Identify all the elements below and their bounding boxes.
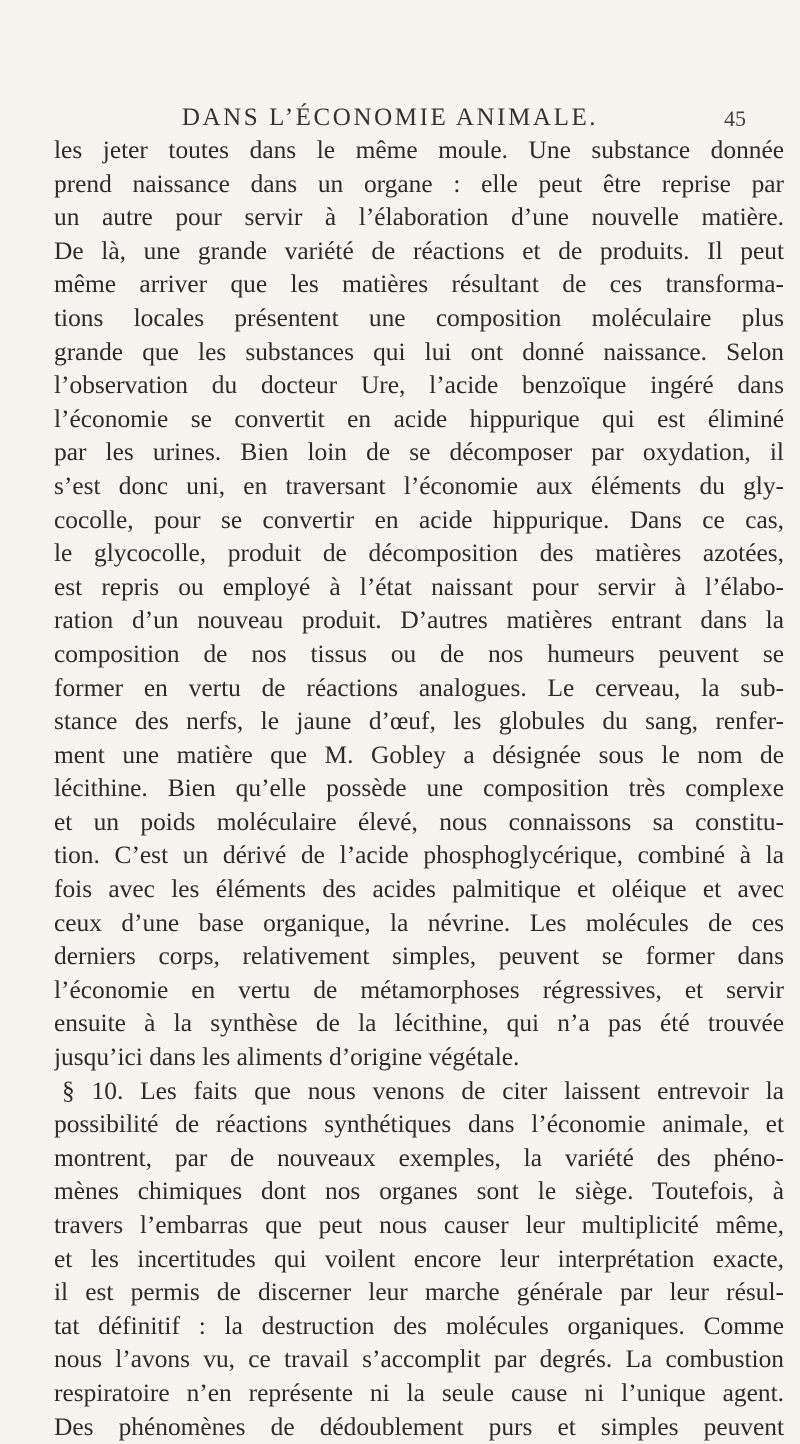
text-line: l’économie en vertu de métamorphoses régressives, et servir bbox=[54, 975, 784, 1004]
text-line: montrent, par de nouveaux exemples, la variété des phéno- bbox=[54, 1143, 784, 1172]
text-line: derniers corps, relativement simples, peuvent se former dans bbox=[54, 942, 784, 971]
text-line: ment une matière que M. Gobley a désignée sous le nom de bbox=[54, 740, 784, 769]
text-line: tat définitif : la destruction des molécules organiques. Comme bbox=[54, 1311, 784, 1340]
text-line: ensuite à la synthèse de la lécithine, qui n’a pas été trouvée bbox=[54, 1009, 784, 1038]
text-line: possibilité de réactions synthétiques dans l’économie animale, et bbox=[54, 1110, 784, 1139]
text-line: De là, une grande variété de réactions et de produits. Il peut bbox=[54, 236, 784, 265]
text-line: tion. C’est un dérivé de l’acide phosphoglycérique, combiné à la bbox=[54, 841, 784, 870]
text-line: et un poids moléculaire élevé, nous connaissons sa constitu- bbox=[54, 807, 784, 836]
text-line: prend naissance dans un organe : elle peut être reprise par bbox=[54, 169, 784, 198]
text-line: cocolle, pour se convertir en acide hippurique. Dans ce cas, bbox=[54, 505, 784, 534]
text-line: grande que les substances qui lui ont donné naissance. Selon bbox=[54, 337, 784, 366]
text-line: lécithine. Bien qu’elle possède une composition très complexe bbox=[54, 774, 784, 803]
text-line: l’économie se convertit en acide hippurique qui est éliminé bbox=[54, 404, 784, 433]
text-line: tions locales présentent une composition moléculaire plus bbox=[54, 303, 784, 332]
text-line: ceux d’une base organique, la névrine. Les molécules de ces bbox=[54, 908, 784, 937]
text-line: l’observation du docteur Ure, l’acide benzoïque ingéré dans bbox=[54, 371, 784, 400]
page-number: 45 bbox=[724, 106, 746, 131]
running-title: DANS L’ÉCONOMIE ANIMALE. bbox=[181, 104, 599, 131]
body-text bbox=[54, 134, 784, 1444]
text-line: les jeter toutes dans le même moule. Une substance donnée bbox=[54, 136, 784, 164]
text-line: former en vertu de réactions analogues. Le cerveau, la sub- bbox=[54, 673, 784, 702]
text-line: mènes chimiques dont nos organes sont le siège. Toutefois, à bbox=[54, 1177, 784, 1206]
text-line: est repris ou employé à l’état naissant pour servir à l’élabo- bbox=[54, 572, 784, 601]
text-line: par les urines. Bien loin de se décomposer par oxydation, il bbox=[54, 438, 784, 467]
text-line: Des phénomènes de dédoublement purs et simples peuvent bbox=[54, 1412, 784, 1441]
text-line: nous l’avons vu, ce travail s’accomplit par degrés. La combustion bbox=[54, 1345, 784, 1374]
text-line: ration d’un nouveau produit. D’autres matières entrant dans la bbox=[54, 606, 784, 635]
text-line: respiratoire n’en représente ni la seule cause ni l’unique agent. bbox=[54, 1378, 784, 1407]
text-line: même arriver que les matières résultant de ces transforma- bbox=[54, 270, 784, 299]
text-line: il est permis de discerner leur marche générale par leur résul- bbox=[54, 1278, 784, 1307]
text-line: un autre pour servir à l’élaboration d’une nouvelle matière. bbox=[54, 203, 784, 232]
text-line: travers l’embarras que peut nous causer leur multiplicité même, bbox=[54, 1211, 784, 1239]
text-line: fois avec les éléments des acides palmitique et oléique et avec bbox=[54, 875, 784, 904]
text-line: et les incertitudes qui voilent encore leur interprétation exacte, bbox=[54, 1244, 784, 1273]
text-line: s’est donc uni, en traversant l’économie aux éléments du gly- bbox=[54, 471, 784, 500]
section-line: § 10. Les faits que nous venons de citer laissent entrevoir la bbox=[62, 1076, 784, 1105]
text-line: composition de nos tissus ou de nos humeurs peuvent se bbox=[54, 639, 784, 668]
text-line: jusqu’ici dans les aliments d’origine végétale. bbox=[54, 1043, 520, 1072]
text-line: le glycocolle, produit de décomposition des matières azotées, bbox=[54, 539, 784, 568]
text-line: stance des nerfs, le jaune d’œuf, les globules du sang, renfer- bbox=[54, 707, 784, 736]
